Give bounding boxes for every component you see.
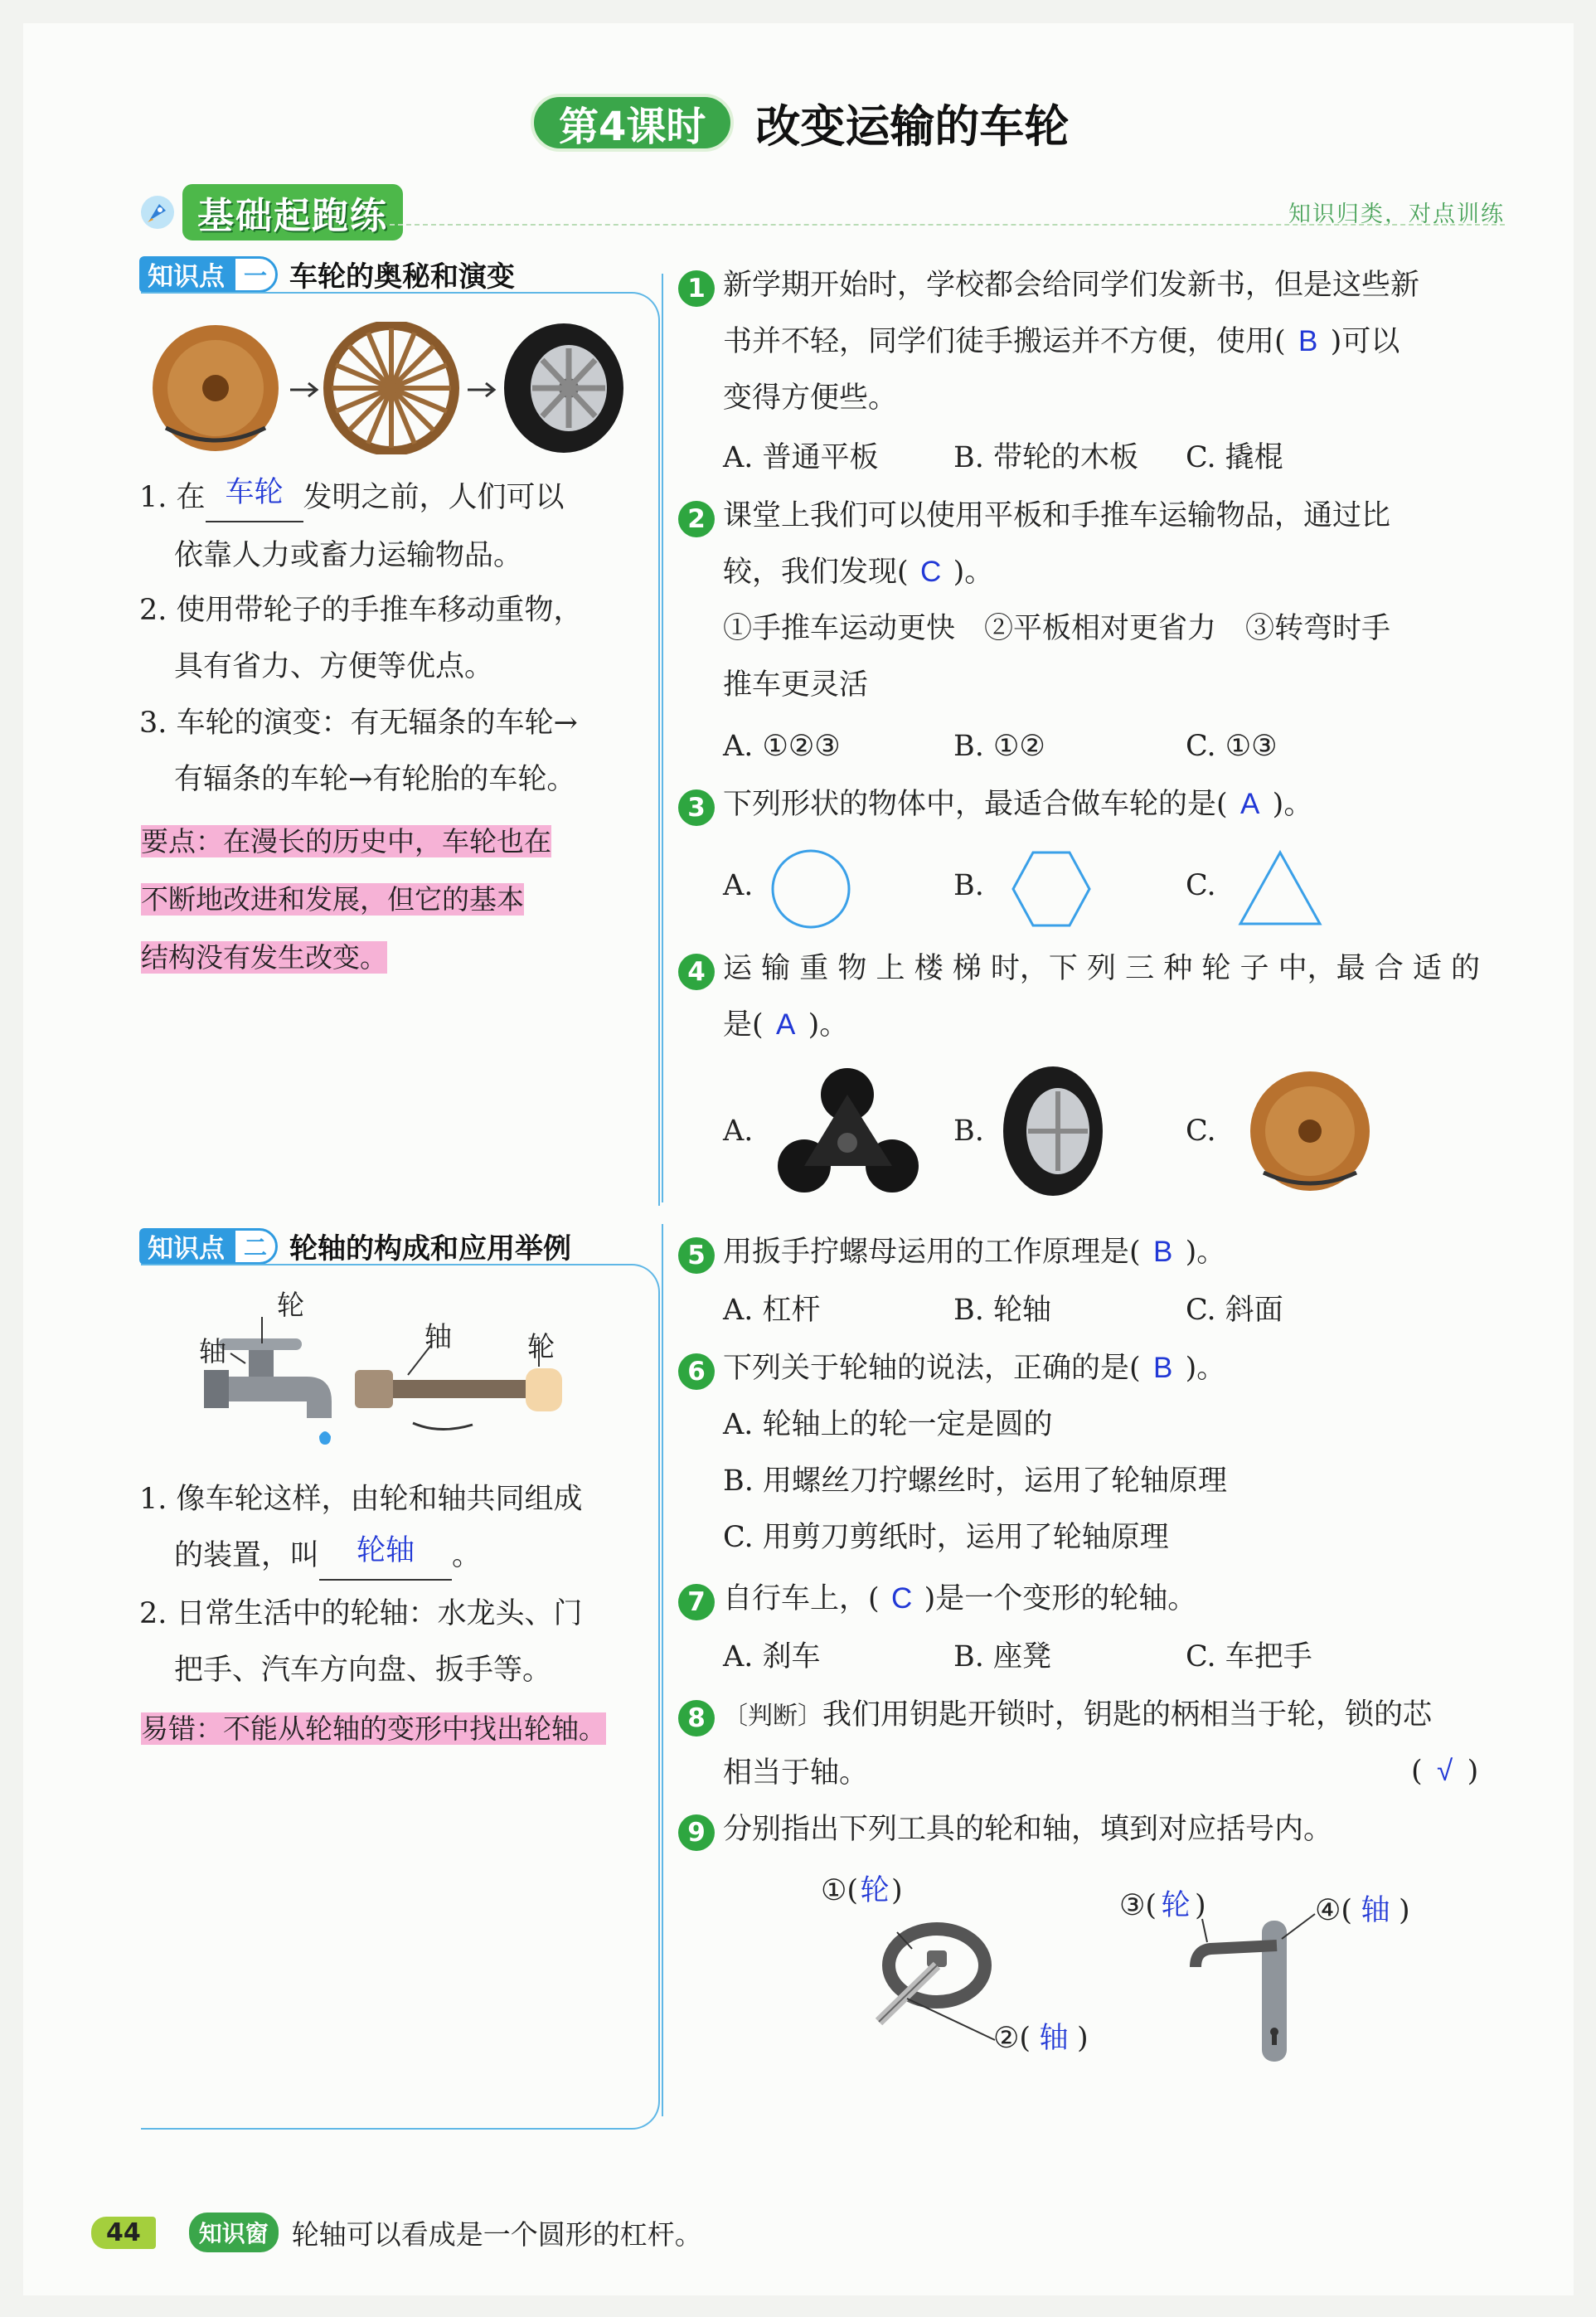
text: 下列形状的物体中，最适合做车轮的是(	[723, 788, 1228, 821]
option-c: C. 撬棍	[1186, 441, 1283, 474]
option-a: A. 轮轴上的轮一定是圆的	[723, 1408, 1053, 1441]
question-type-tag: 〔判断〕	[723, 1702, 822, 1731]
text: 我们用钥匙开锁时，钥匙的柄相当于轮，锁的芯	[822, 1698, 1433, 1732]
triangle-shape	[1240, 852, 1320, 924]
text: 相当于轴。	[723, 1756, 869, 1790]
answer: B	[1298, 325, 1318, 357]
option-c: C. 用剪刀剪纸时，运用了轮轴原理	[723, 1521, 1169, 1554]
text: ④(	[1315, 1894, 1353, 1927]
tire-wheel-image	[504, 323, 623, 453]
text: 。	[452, 1539, 482, 1572]
note-line: 易错：不能从轮轴的变形中找出轮轴。	[141, 1712, 606, 1745]
text: 1. 像车轮这样，由轮和轴共同组成	[139, 1483, 583, 1516]
option-a: A. 普通平板	[723, 441, 879, 474]
option-c: C. 斜面	[1186, 1294, 1283, 1327]
answer: 轮	[860, 1874, 890, 1907]
kp-tag: 知识点	[139, 256, 233, 293]
solid-wheel-image	[153, 325, 279, 451]
answer: C	[920, 556, 942, 588]
wheel-axle-illustration	[191, 1277, 589, 1468]
text: 课堂上我们可以使用平板和手推车运输物品，通过比	[723, 499, 1391, 532]
kp-number: 二	[233, 1228, 278, 1265]
option-b: B. 用螺丝刀拧螺丝时，运用了轮轴原理	[723, 1465, 1227, 1498]
text: 1. 在	[139, 481, 206, 514]
option-b: B.	[953, 869, 984, 902]
circle-shape	[773, 851, 849, 927]
option-c: C.	[1186, 869, 1216, 902]
knowledge-window-text: 轮轴可以看成是一个圆形的杠杆。	[291, 2217, 702, 2251]
answer-blank: 车轮	[206, 464, 303, 522]
key-point-note	[141, 813, 638, 987]
option-a: A. 刹车	[723, 1640, 821, 1673]
text: 发明之前，人们可以	[303, 481, 565, 514]
page-number: 44	[91, 2217, 156, 2249]
question-4	[678, 940, 1540, 1053]
option-a: A. 杠杆	[723, 1294, 821, 1327]
kp1-item-2	[139, 582, 653, 695]
text: 的装置，叫	[174, 1539, 320, 1572]
text: ①(	[821, 1874, 859, 1907]
knowledge-window-tag: 知识窗	[189, 2213, 279, 2252]
answer: C	[891, 1582, 913, 1615]
wheel-evolution-illustration	[143, 322, 632, 454]
text: )。	[1185, 1352, 1226, 1385]
question-2-options	[723, 718, 1278, 775]
footer	[91, 2213, 702, 2252]
text: 是(	[723, 1008, 764, 1042]
tool-label-2	[993, 2010, 1089, 2067]
question-number: 3	[678, 789, 715, 826]
question-9	[678, 1801, 1540, 1858]
answer: 轮	[1161, 1889, 1191, 1921]
text: 运 输 重 物 上 楼 梯 时，下 列 三 种 轮 子 中，最 合 适 的	[723, 952, 1481, 985]
option-a: A. ①②③	[723, 730, 841, 763]
text: ②(	[993, 2022, 1031, 2055]
question-3	[678, 776, 1540, 833]
kp1-item-3	[139, 695, 653, 808]
option-c: C.	[1186, 1115, 1216, 1148]
question-1-options	[723, 430, 1283, 486]
text: )。	[953, 556, 994, 589]
text: )	[891, 1874, 903, 1907]
note-line: 要点：在漫长的历史中，车轮也在	[141, 825, 551, 857]
text: )。	[1272, 788, 1313, 821]
kp-title: 车轮的奥秘和演变	[289, 260, 516, 294]
kp2-item-2	[139, 1586, 653, 1698]
text: 较，我们发现(	[723, 556, 909, 589]
option-c: C. ①③	[1186, 730, 1278, 763]
shape-options	[763, 846, 1343, 929]
right-divider	[662, 274, 678, 1202]
text: )	[1399, 1894, 1410, 1927]
text: 新学期开始时，学校都会给同学们发新书，但是这些新	[723, 269, 1420, 302]
text: )	[1077, 2022, 1089, 2055]
question-5-options	[723, 1282, 1283, 1338]
text: 把手、汽车方向盘、扳手等。	[174, 1654, 552, 1687]
option-b: B. 带轮的木板	[953, 441, 1138, 474]
arrow-icon	[290, 383, 317, 396]
text: 2. 使用带轮子的手推车移动重物，	[139, 594, 583, 627]
text: 具有省力、方便等优点。	[174, 650, 494, 683]
answer: A	[1239, 788, 1260, 820]
option-b: B. ①②	[953, 730, 1045, 763]
text: 书并不轻，同学们徒手搬运并不方便，使用(	[723, 325, 1286, 358]
option-a: A.	[723, 869, 754, 902]
text: 有辐条的车轮→有轮胎的车轮。	[174, 763, 576, 796]
hexagon-shape	[1013, 852, 1089, 925]
right-divider	[662, 1224, 678, 2116]
text: 变得方便些。	[723, 381, 898, 415]
arrow-icon	[468, 383, 494, 396]
answer: √	[1437, 1755, 1453, 1787]
answer: B	[1152, 1236, 1173, 1268]
tool-label-4	[1315, 1882, 1410, 1939]
note-line: 结构没有发生改变。	[141, 941, 387, 974]
wheel-options-illustration	[771, 1061, 1385, 1202]
lesson-header	[531, 90, 1069, 156]
question-number: 5	[678, 1237, 715, 1274]
question-number: 4	[678, 954, 715, 990]
tri-wheel-image	[778, 1068, 919, 1193]
text: 推车更灵活	[723, 668, 869, 702]
answer: 轴	[1361, 1894, 1390, 1926]
lesson-tag: 第4课时	[531, 94, 734, 152]
label-wheel: 轮	[277, 1289, 304, 1321]
text: 下列关于轮轴的说法，正确的是(	[723, 1352, 1141, 1385]
tire-wheel-image	[1003, 1066, 1103, 1196]
spoked-wheel-image	[328, 325, 454, 451]
text: 用扳手拧螺母运用的工作原理是(	[723, 1236, 1141, 1269]
option-c: C. 车把手	[1186, 1640, 1312, 1673]
solid-wheel-image	[1250, 1071, 1370, 1191]
text: (	[1411, 1755, 1423, 1788]
question-number: 6	[678, 1353, 715, 1390]
question-6	[678, 1340, 1540, 1566]
option-a: A.	[723, 1115, 754, 1148]
divider	[390, 224, 1505, 226]
lesson-title: 改变运输的车轮	[755, 100, 1070, 153]
label-axle: 轴	[199, 1335, 226, 1367]
answer: A	[775, 1008, 796, 1041]
option-b: B.	[953, 1115, 984, 1148]
text: )	[1195, 1889, 1206, 1922]
kp1-item-1	[139, 469, 653, 584]
text: 分别指出下列工具的轮和轴，填到对应括号内。	[723, 1813, 1333, 1846]
note-line: 不断地改进和发展，但它的基本	[141, 883, 524, 916]
text: ③(	[1119, 1889, 1157, 1922]
answer: B	[1152, 1352, 1173, 1384]
text: )。	[808, 1008, 849, 1042]
question-1	[678, 257, 1540, 426]
tool-label-3	[1119, 1877, 1206, 1934]
question-number: 7	[678, 1584, 715, 1620]
text: ①手推车运动更快 ②平板相对更省力 ③转弯时手	[723, 612, 1391, 645]
question-7	[678, 1571, 1540, 1627]
question-5	[678, 1224, 1540, 1280]
text: 3. 车轮的演变：有无辐条的车轮→	[139, 707, 578, 740]
text: )。	[1185, 1236, 1226, 1269]
rocket-icon	[139, 194, 176, 231]
question-number: 2	[678, 501, 715, 537]
knowledge-point-1-header	[139, 254, 515, 294]
text: )	[1467, 1755, 1479, 1788]
kp-title: 轮轴的构成和应用举例	[289, 1232, 572, 1265]
kp2-item-1	[139, 1471, 653, 1586]
section-subtitle: 知识归类，对点训练	[1288, 202, 1505, 227]
wrench-image	[355, 1368, 562, 1430]
knowledge-point-2-header	[139, 1226, 571, 1266]
option-b: B. 座凳	[953, 1640, 1051, 1673]
question-number: 1	[678, 270, 715, 307]
section-banner	[139, 184, 403, 240]
question-7-options	[723, 1629, 1312, 1685]
answer: 轴	[1039, 2022, 1069, 2054]
door-handle-image	[1196, 1921, 1287, 2062]
text: )是一个变形的轮轴。	[924, 1582, 1197, 1615]
steering-wheel-image	[879, 1929, 985, 2022]
text: 依靠人力或畜力运输物品。	[174, 539, 523, 572]
banner-title: 基础起跑练	[182, 184, 403, 240]
kp-tag: 知识点	[139, 1228, 233, 1265]
tool-label-1	[821, 1863, 903, 1919]
question-2	[678, 488, 1540, 713]
question-8-answer	[1411, 1743, 1478, 1800]
common-mistake-note	[141, 1700, 655, 1758]
question-number: 8	[678, 1700, 715, 1737]
label-wheel: 轮	[527, 1330, 555, 1363]
kp-number: 一	[233, 256, 278, 293]
answer-blank: 轮轴	[319, 1523, 452, 1581]
text: 自行车上，(	[723, 1582, 880, 1615]
text: 2. 日常生活中的轮轴：水龙头、门	[139, 1597, 583, 1630]
label-axle: 轴	[424, 1320, 452, 1353]
option-b: B. 轮轴	[953, 1294, 1051, 1327]
question-number: 9	[678, 1814, 715, 1851]
text: )可以	[1330, 325, 1400, 358]
